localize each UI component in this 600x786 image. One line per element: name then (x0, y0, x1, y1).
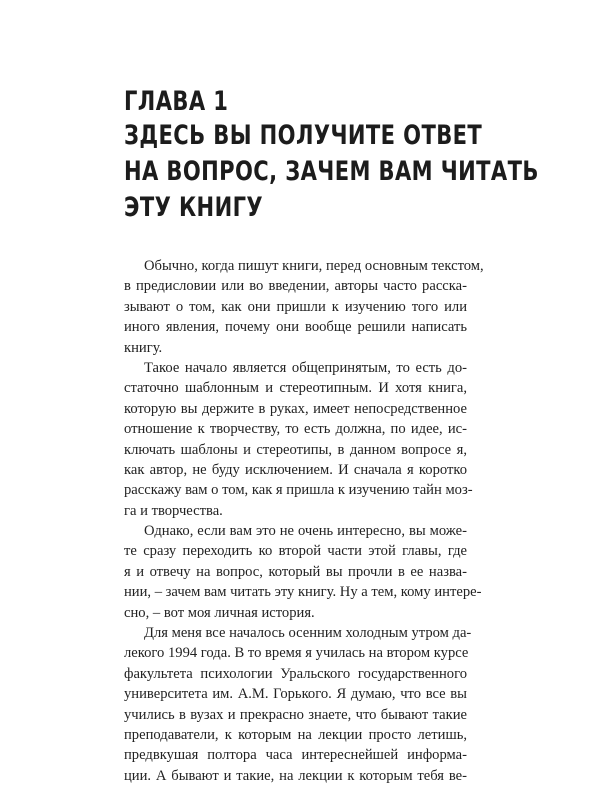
text-line: иного явления, почему они вообще решили написать (124, 319, 467, 336)
text-line: сно, – вот моя личная история. (124, 604, 315, 621)
text-line: ции. А бывают и такие, на лекции к которым тебя ве- (124, 767, 467, 784)
chapter-heading (124, 86, 539, 226)
text-line: Обычно, когда пишут книги, перед основным текстом, (144, 258, 484, 274)
text-line: нии, – зачем вам читать эту книгу. Ну а тем, кому интере- (124, 584, 482, 601)
text-line: отношение к творчеству, то есть должна, по идее, ис- (124, 421, 467, 438)
text-line: учились в вузах и прекрасно знаете, что бывают такие (124, 706, 467, 723)
text-line: которую вы держите в руках, имеет непосредственное (124, 400, 467, 417)
text-line: как автор, не буду исключением. И сначала я коротко (124, 461, 467, 478)
text-line: ключать шаблоны и стереотипы, в данном вопросе я, (124, 441, 467, 458)
text-line: расскажу вам о том, как я пришла к изучению тайн моз- (124, 482, 473, 499)
text-line: университета им. А.М. Горького. Я думаю, что все вы (124, 686, 467, 703)
text-line: книгу. (124, 339, 163, 356)
text-line: статочно шаблонным и стереотипным. И хотя книга, (124, 380, 467, 397)
chapter-title-line-2: НА ВОПРОС, ЗАЧЕМ ВАМ ЧИТАТЬ (124, 156, 539, 187)
text-line: я и отвечу на вопрос, который вы прочли в ее назва- (124, 563, 467, 580)
text-line: те сразу переходить ко второй части этой главы, где (124, 543, 467, 560)
chapter-label: ГЛАВА 1 (124, 86, 229, 117)
paragraph-3 (124, 521, 482, 623)
text-line: в предисловии или во введении, авторы часто расска- (124, 278, 467, 295)
text-line: факультета психологии Уральского государственного (124, 665, 467, 682)
text-line: лекого 1994 года. В то время я училась на втором курсе (124, 645, 469, 662)
paragraph-2 (124, 358, 473, 521)
text-line: Для меня все началось осенним холодным утром да- (144, 625, 472, 642)
chapter-title-line-3: ЭТУ КНИГУ (124, 192, 264, 223)
paragraph-4 (124, 623, 472, 786)
text-line: Такое начало является общепринятым, то есть до- (144, 359, 467, 376)
text-line: Однако, если вам это не очень интересно, вы може- (144, 523, 467, 540)
text-line: зывают о том, как они пришли к изучению того или (124, 298, 467, 315)
paragraph-1 (124, 256, 484, 358)
text-line: преподаватели, к которым на лекции просто летишь, (124, 726, 467, 743)
body-text (124, 256, 484, 786)
text-line: га и творчества. (124, 502, 223, 519)
chapter-title-line-1: ЗДЕСЬ ВЫ ПОЛУЧИТЕ ОТВЕТ (124, 120, 483, 151)
text-line: предвкушая полтора часа интереснейшей информа- (124, 747, 467, 764)
